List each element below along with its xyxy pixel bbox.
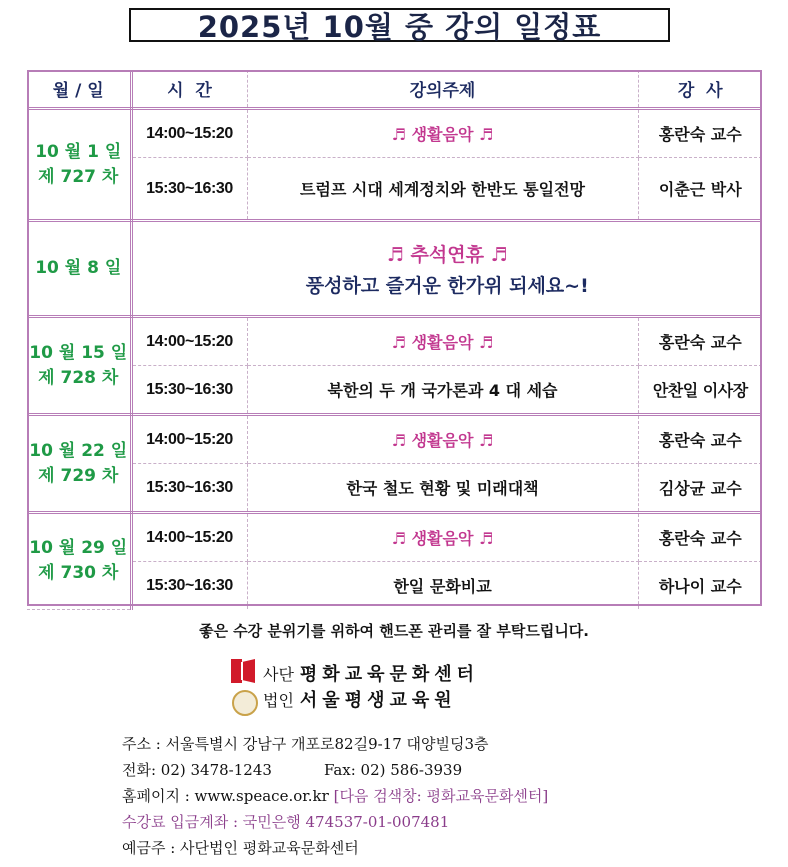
session-number: 제 728 차	[38, 367, 119, 388]
topic-cell: ♬ 생활음악 ♬	[247, 109, 638, 158]
page-title: 2025년 10월 중 강의 일정표	[197, 9, 602, 44]
lecturer-cell: 홍란숙 교수	[638, 513, 762, 562]
table-row	[27, 221, 762, 317]
topic-cell: 한국 철도 현황 및 미래대책	[247, 464, 638, 513]
search-hint: [다음 검색창: 평화교육문화센터]	[333, 787, 549, 805]
session-number: 제 727 차	[38, 166, 119, 187]
phone-text: 전화: 02) 3478-1243	[122, 761, 272, 779]
homepage-line	[122, 783, 548, 809]
time-cell: 14:00~15:20	[131, 109, 247, 158]
notice-text: 좋은 수강 분위기를 위하여 핸드폰 관리를 잘 부탁드립니다.	[198, 622, 590, 640]
lecturer-cell: 홍란숙 교수	[638, 317, 762, 366]
schedule-table	[27, 70, 762, 610]
topic-cell: ♬ 생활음악 ♬	[247, 317, 638, 366]
time-cell: 14:00~15:20	[131, 513, 247, 562]
lecturer-cell: 이춘근 박사	[638, 158, 762, 221]
header-time: 시 간	[131, 70, 247, 109]
table-row	[27, 415, 762, 464]
logo-line-2	[263, 686, 457, 712]
address-text: 주소 : 서울특별시 강남구 개포로82길9-17 대양빌딩3층	[122, 735, 489, 753]
logo-name-1: 평화교육문화센터	[299, 664, 480, 685]
session-number: 제 729 차	[38, 465, 119, 486]
topic-cell: ♬ 생활음악 ♬	[247, 415, 638, 464]
header-lecturer: 강 사	[638, 70, 762, 109]
time-cell: 15:30~16:30	[131, 464, 247, 513]
table-row	[27, 366, 762, 415]
time-cell: 15:30~16:30	[131, 366, 247, 415]
session-date: 10 월 22 일	[29, 440, 128, 461]
topic-cell: 트럼프 시대 세계정치와 한반도 통일전망	[247, 158, 638, 221]
time-cell: 14:00~15:20	[131, 415, 247, 464]
holiday-message: 풍성하고 즐거운 한가위 되세요~!	[305, 274, 589, 297]
table-row	[27, 464, 762, 513]
session-date: 10 월 8 일	[35, 258, 122, 278]
logo-label-1: 사단	[263, 665, 294, 684]
session-date: 10 월 29 일	[29, 538, 128, 559]
lecturer-cell: 안찬일 이사장	[638, 366, 762, 415]
logo-name-2: 서울평생교육원	[299, 690, 457, 711]
seal-icon	[232, 690, 258, 716]
table-row	[27, 513, 762, 562]
logo-line-1	[263, 660, 479, 686]
header-row	[27, 70, 762, 109]
lecturer-cell: 홍란숙 교수	[638, 415, 762, 464]
table-row	[27, 158, 762, 221]
topic-cell: ♬ 생활음악 ♬	[247, 513, 638, 562]
contact-info	[122, 731, 548, 861]
date-cell	[27, 221, 131, 317]
header-topic: 강의주제	[247, 70, 638, 109]
session-number: 제 730 차	[38, 563, 119, 584]
fax-text: Fax: 02) 586-3939	[323, 761, 463, 779]
date-cell	[27, 513, 131, 610]
title-box	[129, 8, 670, 42]
holder-text: 예금주 : 사단법인 평화교육문화센터	[122, 839, 359, 857]
header-date: 월 / 일	[27, 70, 131, 109]
topic-cell: 한일 문화비교	[247, 562, 638, 610]
session-date: 10 월 1 일	[35, 141, 122, 162]
time-cell: 15:30~16:30	[131, 158, 247, 221]
logo-label-2: 법인	[263, 691, 294, 710]
account-text: 수강료 입금계좌 : 국민은행 474537-01-007481	[122, 813, 450, 831]
table-row	[27, 317, 762, 366]
date-cell	[27, 415, 131, 513]
phone-line	[122, 757, 548, 783]
table-row	[27, 562, 762, 610]
flag-icon	[230, 658, 256, 684]
date-cell	[27, 109, 131, 221]
lecturer-cell: 홍란숙 교수	[638, 109, 762, 158]
lecturer-cell: 김상균 교수	[638, 464, 762, 513]
holiday-title: ♬ 추석연휴 ♬	[386, 243, 508, 266]
table-row	[27, 109, 762, 158]
topic-cell: 북한의 두 개 국가론과 4 대 세습	[247, 366, 638, 415]
homepage-link[interactable]: 홈페이지 : www.speace.or.kr	[122, 787, 329, 805]
date-cell	[27, 317, 131, 415]
holiday-cell	[131, 221, 762, 317]
lecturer-cell: 하나이 교수	[658, 577, 742, 596]
time-cell: 14:00~15:20	[131, 317, 247, 366]
session-date: 10 월 15 일	[29, 342, 128, 363]
time-cell: 15:30~16:30	[131, 562, 247, 610]
